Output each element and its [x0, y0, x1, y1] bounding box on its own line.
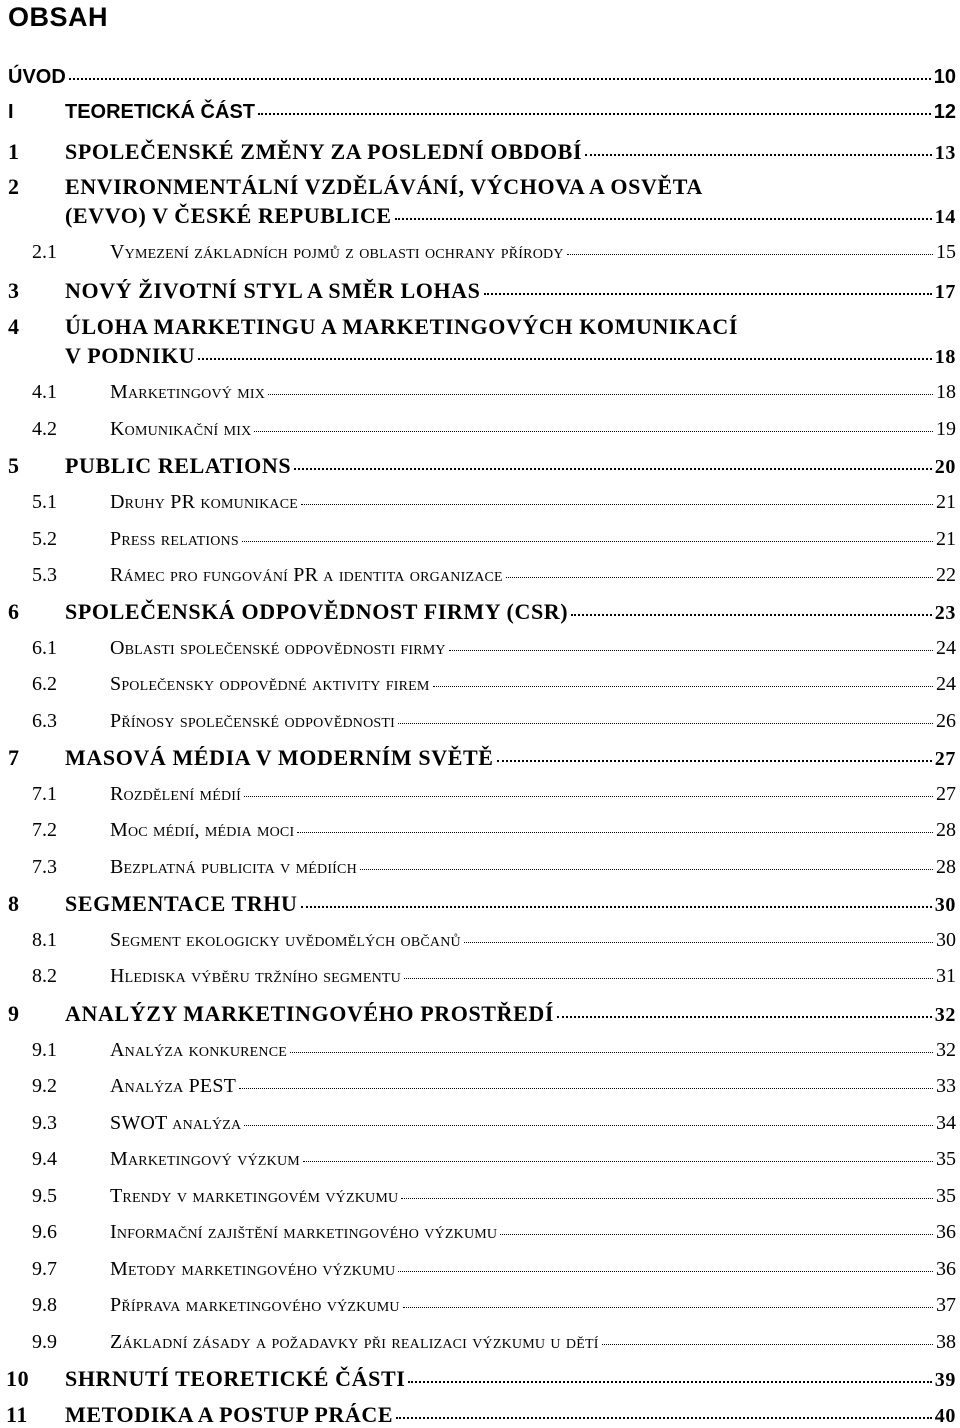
toc-entry-number: 6.3 — [32, 710, 57, 732]
dot-leader — [239, 1088, 933, 1089]
toc-entry-number: 5 — [8, 453, 20, 478]
toc-entry-number: 9 — [8, 1001, 20, 1026]
toc-entry-title: Press relations — [110, 528, 239, 550]
toc-entry[interactable] — [0, 1402, 960, 1428]
dot-leader — [506, 577, 933, 578]
toc-entry[interactable] — [0, 856, 960, 879]
toc-entry-title: ÚLOHA MARKETINGU A MARKETINGOVÝCH KOMUNIKACÍ — [65, 314, 738, 339]
toc-entry-title: Příprava marketingového výzkumu — [110, 1294, 400, 1316]
toc-entry-title: Druhy PR komunikace — [110, 491, 299, 513]
toc-entry-number: 9.3 — [32, 1112, 57, 1134]
toc-entry-number: 2.1 — [32, 241, 57, 263]
toc-entry-number: 9.7 — [32, 1258, 57, 1280]
dot-leader — [69, 78, 931, 80]
toc-entry-page: 10 — [933, 66, 956, 88]
toc-entry-page: 27 — [936, 783, 956, 805]
toc-entry-title: SHRNUTÍ TEORETICKÉ ČÁSTI — [65, 1366, 406, 1391]
toc-entry-title: Analýza konkurence — [110, 1039, 288, 1061]
toc-entry-page: 30 — [934, 894, 956, 916]
toc-entry[interactable] — [0, 637, 960, 660]
dot-leader — [398, 1271, 933, 1272]
toc-entry[interactable] — [0, 1221, 960, 1244]
toc-entry-page: 34 — [936, 1112, 956, 1134]
toc-entry-page: 21 — [936, 491, 956, 513]
toc-entry-title: Trendy v marketingovém výzkumu — [110, 1185, 399, 1207]
toc-entry[interactable] — [0, 599, 960, 625]
toc-entry-number: 8.2 — [32, 965, 57, 987]
toc-entry-page: 19 — [936, 418, 956, 440]
toc-entry[interactable] — [0, 139, 960, 165]
toc-entry-title: Bezplatná publicita v médiích — [110, 856, 357, 878]
toc-entry[interactable] — [0, 66, 960, 89]
toc-entry-title: Komunikační mix — [110, 418, 252, 440]
toc-entry-title: Hlediska výběru tržního segmentu — [110, 965, 401, 987]
toc-entry-page: 40 — [934, 1405, 956, 1427]
dot-leader — [449, 650, 933, 651]
toc-entry-page: 30 — [936, 929, 956, 951]
toc-entry[interactable] — [0, 381, 960, 404]
toc-entry-number: 9.5 — [32, 1185, 57, 1207]
dot-leader — [567, 254, 933, 255]
dot-leader — [360, 869, 933, 870]
dot-leader — [408, 1381, 931, 1383]
toc-entry-page: 13 — [934, 142, 956, 164]
toc-entry-title: NOVÝ ŽIVOTNÍ STYL A SMĚR LOHAS — [65, 278, 481, 303]
toc-entry-number: I — [8, 101, 14, 123]
toc-entry-title: SPOLEČENSKÁ ODPOVĚDNOST FIRMY (CSR) — [65, 599, 569, 624]
toc-entry[interactable] — [0, 1185, 960, 1208]
toc-entry-page: 39 — [934, 1369, 956, 1391]
toc-entry-title: Rozdělení médií — [110, 783, 241, 805]
toc-entry-page: 31 — [936, 965, 956, 987]
toc-entry-title: ANALÝZY MARKETINGOVÉHO PROSTŘEDÍ — [65, 1001, 554, 1026]
toc-entry[interactable] — [0, 453, 960, 479]
dot-leader — [497, 760, 932, 762]
toc-entry-number: 5.2 — [32, 528, 57, 550]
toc-entry-page: 38 — [936, 1331, 956, 1353]
toc-entry-title: Informační zajištění marketingového výzkumu — [110, 1221, 498, 1243]
toc-entry-title: Základní zásady a požadavky při realizaci výzkumu u dětí — [110, 1331, 599, 1353]
toc-entry[interactable] — [0, 564, 960, 587]
toc-entry[interactable] — [0, 343, 960, 369]
toc-entry[interactable] — [0, 1331, 960, 1354]
dot-leader — [557, 1016, 932, 1018]
toc-entry-title: SWOT analýza — [110, 1112, 242, 1134]
toc-entry-number: 7.3 — [32, 856, 57, 878]
dot-leader — [242, 541, 933, 542]
toc-entry[interactable] — [0, 1366, 960, 1392]
toc-entry[interactable] — [0, 1075, 960, 1098]
toc-entry[interactable] — [0, 1148, 960, 1171]
dot-leader — [301, 906, 932, 908]
dot-leader — [244, 1125, 933, 1126]
toc-entry-number: 10 — [6, 1366, 30, 1391]
toc-entry-page: 17 — [934, 281, 956, 303]
toc-entry-page: 37 — [936, 1294, 956, 1316]
toc-entry[interactable] — [0, 819, 960, 842]
toc-entry-page: 18 — [934, 346, 956, 368]
toc-entry[interactable] — [0, 174, 960, 200]
dot-leader — [290, 1052, 933, 1053]
page-title: OBSAH — [8, 2, 109, 32]
dot-leader — [403, 1307, 933, 1308]
dot-leader — [303, 1161, 933, 1162]
dot-leader — [398, 723, 933, 724]
dot-leader — [258, 113, 931, 115]
dot-leader — [464, 942, 933, 943]
toc-entry-number: 1 — [8, 139, 20, 164]
toc-entry-title: ÚVOD — [8, 66, 66, 88]
toc-entry-title: Vymezení základních pojmů z oblasti ochrany přírody — [110, 241, 564, 263]
toc-entry[interactable] — [0, 101, 960, 124]
toc-entry-page: 35 — [936, 1148, 956, 1170]
toc-entry[interactable] — [0, 1294, 960, 1317]
dot-leader — [500, 1234, 933, 1235]
dot-leader — [301, 504, 933, 505]
toc-entry[interactable] — [0, 241, 960, 264]
dot-leader — [404, 978, 933, 979]
toc-entry[interactable] — [0, 783, 960, 806]
toc-entry-number: 9.9 — [32, 1331, 57, 1353]
toc-entry-number: 8 — [8, 891, 20, 916]
toc-entry[interactable] — [0, 745, 960, 771]
toc-entry[interactable] — [0, 203, 960, 229]
toc-entry-page: 20 — [934, 456, 956, 478]
toc-entry-number: 9.8 — [32, 1294, 57, 1316]
toc-entry-page: 14 — [934, 206, 956, 228]
toc-entry-number: 11 — [6, 1402, 28, 1427]
dot-leader — [198, 358, 932, 360]
dot-leader — [571, 614, 932, 616]
toc-entry-title: Rámec pro fungování PR a identita organizace — [110, 564, 503, 586]
toc-entry[interactable] — [0, 491, 960, 514]
toc-entry-number: 9.4 — [32, 1148, 57, 1170]
toc-entry-title: SEGMENTACE TRHU — [65, 891, 298, 916]
toc-entry-title: TEORETICKÁ ČÁST — [65, 101, 255, 123]
toc-entry-number: 7.2 — [32, 819, 57, 841]
dot-leader — [484, 293, 932, 295]
toc-entry-number: 7 — [8, 745, 20, 770]
toc-entry-number: 4.2 — [32, 418, 57, 440]
dot-leader — [433, 686, 933, 687]
toc-entry-number: 4.1 — [32, 381, 57, 403]
toc-entry-number: 6.2 — [32, 673, 57, 695]
toc-entry-page: 21 — [936, 528, 956, 550]
toc-entry[interactable] — [0, 1258, 960, 1281]
toc-entry[interactable] — [0, 710, 960, 733]
toc-entry-number: 5.1 — [32, 491, 57, 513]
toc-entry[interactable] — [0, 891, 960, 917]
toc-entry-title: Marketingový mix — [110, 381, 266, 403]
toc-entry-page: 32 — [936, 1039, 956, 1061]
toc-entry-page: 23 — [934, 602, 956, 624]
toc-entry-page: 27 — [934, 748, 956, 770]
toc-entry-page: 28 — [936, 819, 956, 841]
toc-entry-title: Analýza PEST — [110, 1075, 237, 1097]
toc-entry-number: 6.1 — [32, 637, 57, 659]
dot-leader — [602, 1344, 933, 1345]
toc-entry-page: 26 — [936, 710, 956, 732]
dot-leader — [254, 431, 933, 432]
toc-entry-title: Přínosy společenské odpovědnosti — [110, 710, 395, 732]
dot-leader — [268, 394, 933, 395]
toc-entry[interactable] — [0, 1039, 960, 1062]
toc-entry-title: Metody marketingového výzkumu — [110, 1258, 396, 1280]
toc-entry-page: 28 — [936, 856, 956, 878]
toc-entry-number: 9.1 — [32, 1039, 57, 1061]
toc-entry-title: Segment ekologicky uvědomělých občanů — [110, 929, 461, 951]
toc-entry-title: MASOVÁ MÉDIA V MODERNÍM SVĚTĚ — [65, 745, 494, 770]
toc-entry-number: 6 — [8, 599, 20, 624]
dot-leader — [395, 218, 932, 220]
toc-entry-number: 7.1 — [32, 783, 57, 805]
dot-leader — [294, 468, 932, 470]
toc-entry-page: 36 — [936, 1221, 956, 1243]
dot-leader — [401, 1198, 933, 1199]
toc-entry-number: 9.6 — [32, 1221, 57, 1243]
toc-entry-title: Oblasti společenské odpovědnosti firmy — [110, 637, 446, 659]
toc-entry-page: 36 — [936, 1258, 956, 1280]
toc-entry-number: 5.3 — [32, 564, 57, 586]
toc-entry[interactable] — [0, 929, 960, 952]
dot-leader — [396, 1417, 932, 1419]
toc-entry[interactable] — [0, 528, 960, 551]
toc-entry-page: 12 — [933, 101, 956, 123]
toc-entry-page: 18 — [936, 381, 956, 403]
toc-entry-page: 24 — [936, 673, 956, 695]
toc-entry-title: Marketingový výzkum — [110, 1148, 300, 1170]
dot-leader — [297, 832, 933, 833]
toc-entry-title: V PODNIKU — [65, 343, 196, 368]
toc-entry[interactable] — [0, 1001, 960, 1027]
toc-entry-number: 9.2 — [32, 1075, 57, 1097]
toc-entry-title: PUBLIC RELATIONS — [65, 453, 292, 478]
toc-entry-title: Moc médií, média moci — [110, 819, 295, 841]
toc-entry-number: 8.1 — [32, 929, 57, 951]
toc-entry-number: 3 — [8, 278, 20, 303]
toc-entry-page: 24 — [936, 637, 956, 659]
toc-entry[interactable] — [0, 965, 960, 988]
toc-entry-title: (EVVO) V ČESKÉ REPUBLICE — [65, 203, 392, 228]
dot-leader — [244, 796, 933, 797]
toc-entry[interactable] — [0, 1112, 960, 1135]
toc-entry-page: 33 — [936, 1075, 956, 1097]
toc-entry-number: 4 — [8, 314, 20, 339]
toc-entry[interactable] — [0, 418, 960, 441]
toc-entry-page: 35 — [936, 1185, 956, 1207]
toc-entry-number: 2 — [8, 174, 20, 199]
toc-entry-title: METODIKA A POSTUP PRÁCE — [65, 1402, 394, 1427]
toc-entry-title: ENVIRONMENTÁLNÍ VZDĚLÁVÁNÍ, VÝCHOVA A OSVĚTA — [65, 174, 703, 199]
toc-entry-page: 15 — [936, 241, 956, 263]
toc-entry-page: 22 — [936, 564, 956, 586]
toc-entry-title: SPOLEČENSKÉ ZMĚNY ZA POSLEDNÍ OBDOBÍ — [65, 139, 583, 164]
toc-entry[interactable] — [0, 278, 960, 304]
dot-leader — [585, 154, 932, 156]
toc-entry-page: 32 — [934, 1004, 956, 1026]
toc-entry-title: Společensky odpovědné aktivity firem — [110, 673, 430, 695]
toc-entry[interactable] — [0, 673, 960, 696]
toc-entry[interactable] — [0, 314, 960, 340]
